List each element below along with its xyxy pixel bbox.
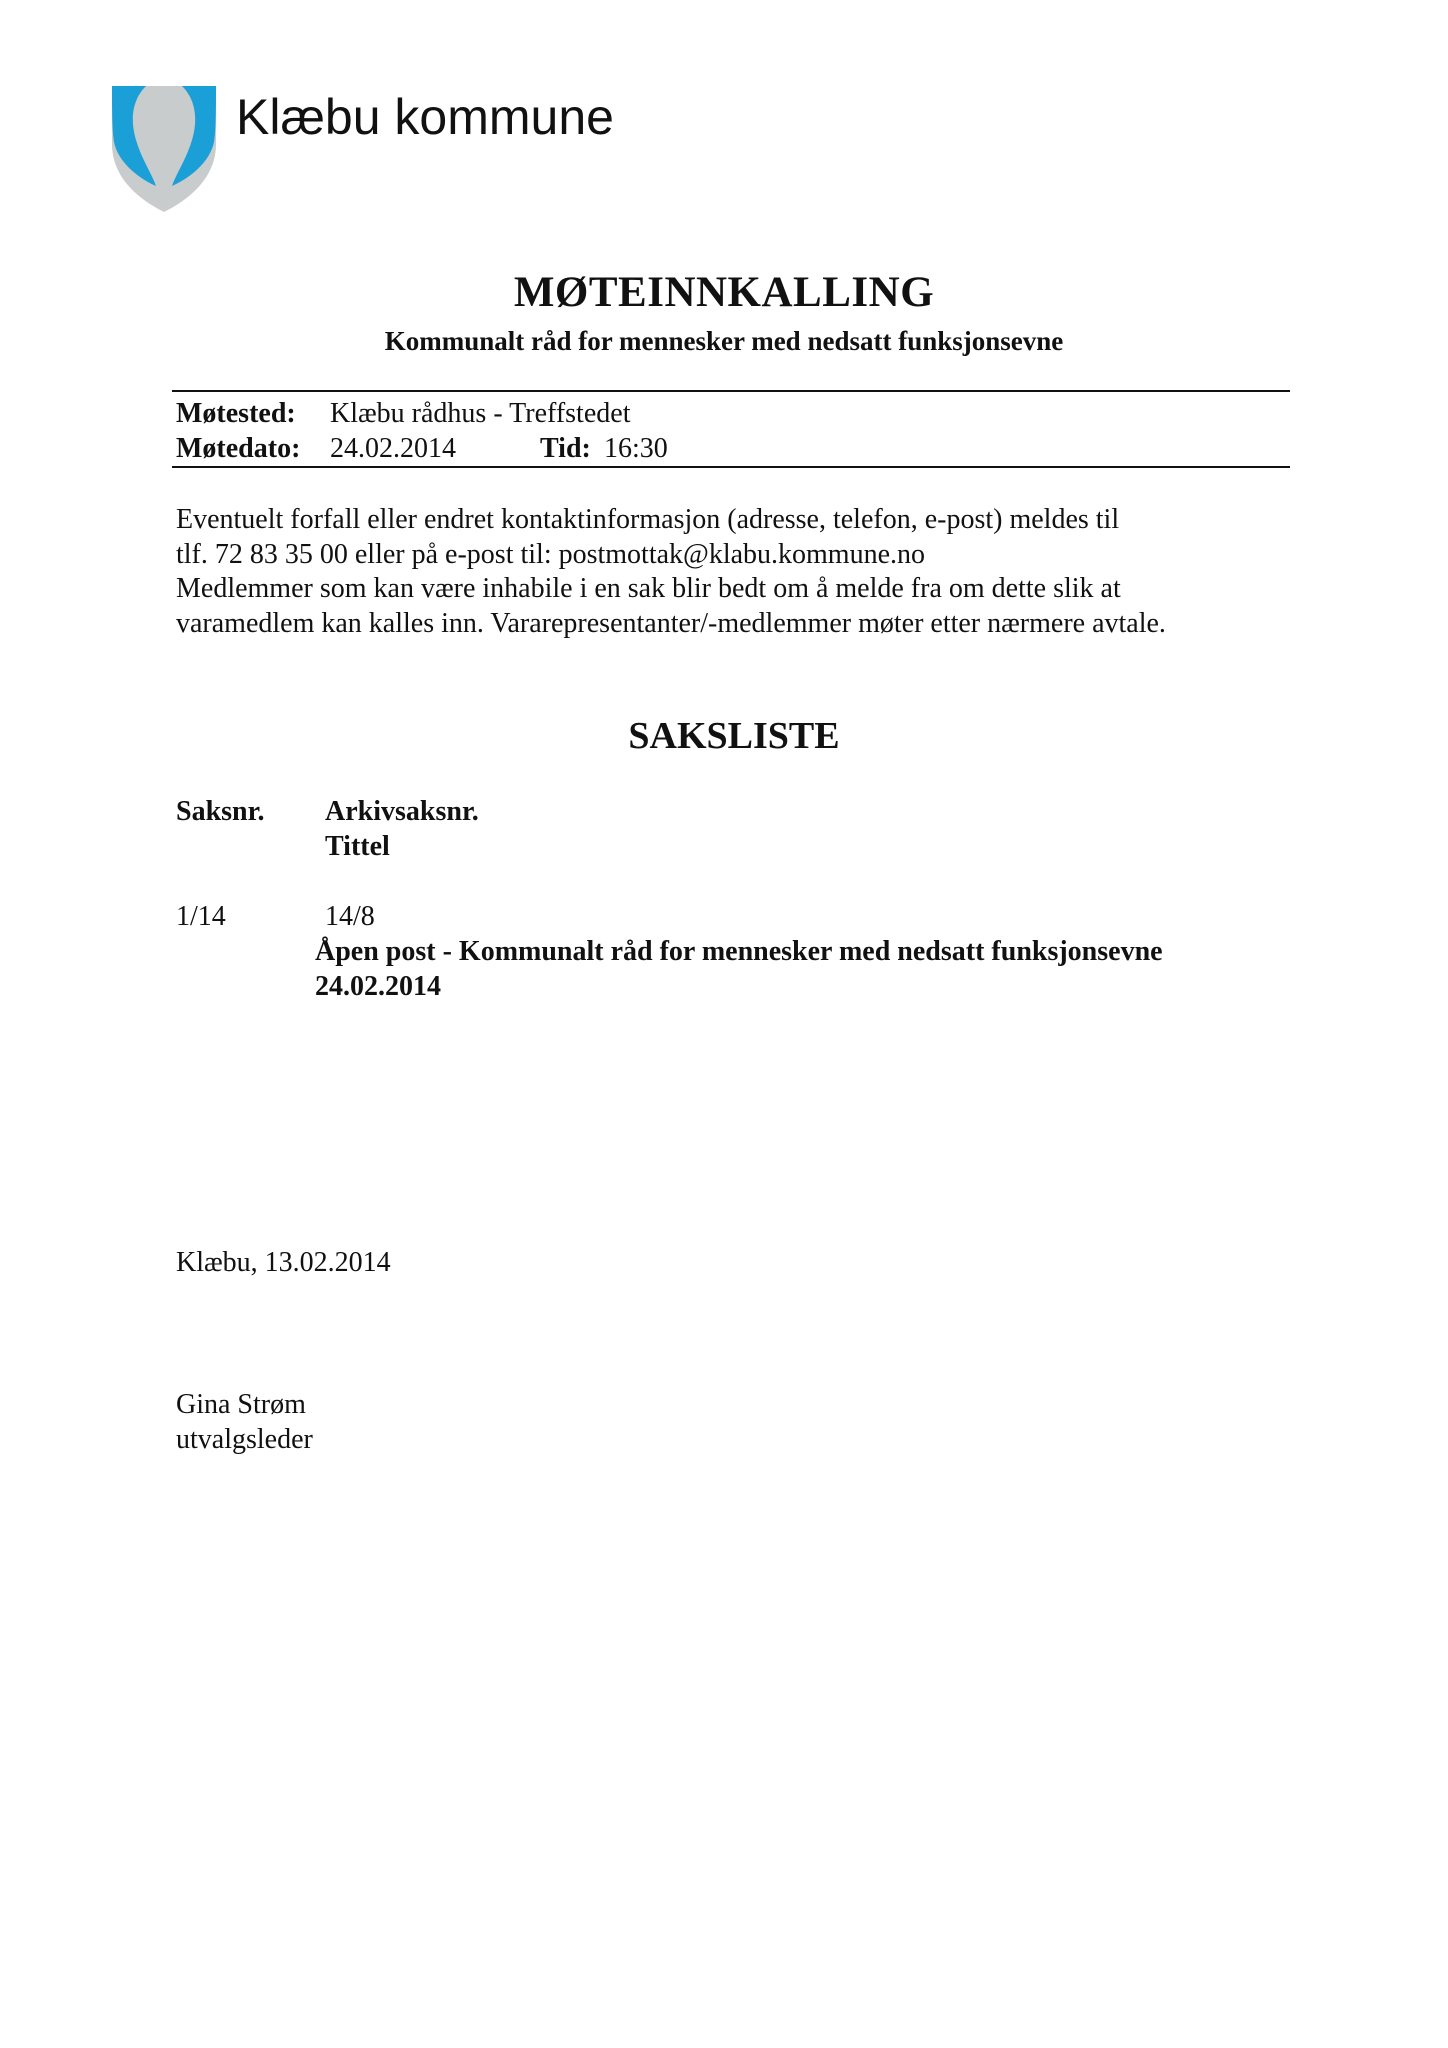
document-subtitle: Kommunalt råd for mennesker med nedsatt funksjonsevne [384, 326, 1064, 356]
notice-line: Medlemmer som kan være inhabile i en sak blir bedt om å melde fra om dette slik at [176, 573, 1121, 604]
meeting-time-value: 16:30 [604, 433, 668, 464]
notice-line: varamedlem kan kalles inn. Vararepresentanter/-medlemmer møter etter nærmere avtale. [176, 607, 1166, 639]
header-tittel: Tittel [325, 831, 390, 862]
meeting-date-value: 24.02.2014 [330, 433, 456, 464]
meeting-time-label: Tid: [540, 433, 591, 464]
signer-name: Gina Strøm [176, 1389, 306, 1420]
meeting-place-value: Klæbu rådhus - Treffstedet [330, 398, 631, 429]
meeting-place-label: Møtested: [176, 398, 296, 429]
item-title: Åpen post - Kommunalt råd for mennesker med nedsatt funksjonsevne [315, 936, 1163, 967]
item-title-date: 24.02.2014 [315, 971, 441, 1002]
item-saksnr: 1/14 [176, 901, 226, 932]
meeting-date-label: Møtedato: [176, 433, 301, 464]
divider-top [172, 390, 1290, 392]
signature-block [176, 1387, 313, 1457]
divider-bottom [172, 466, 1290, 468]
document-title: MØTEINNKALLING [513, 269, 935, 316]
header-saksnr: Saksnr. [176, 796, 265, 827]
notice-line: Eventuelt forfall eller endret kontaktinformasjon (adresse, telefon, e-post) meldes til [176, 504, 1120, 535]
place-date: Klæbu, 13.02.2014 [176, 1247, 391, 1278]
item-arkivsaksnr: 14/8 [325, 901, 375, 932]
org-name: Klæbu kommune [236, 89, 614, 145]
signer-role: utvalgsleder [176, 1424, 313, 1455]
notice-line: tlf. 72 83 35 00 eller på e-post til: postmottak@klabu.kommune.no [176, 538, 926, 570]
header-arkivsaksnr: Arkivsaksnr. [325, 796, 479, 827]
notice-text [176, 503, 1296, 641]
coat-of-arms-shield-icon [112, 86, 216, 212]
agenda-title: SAKSLISTE [628, 715, 840, 757]
